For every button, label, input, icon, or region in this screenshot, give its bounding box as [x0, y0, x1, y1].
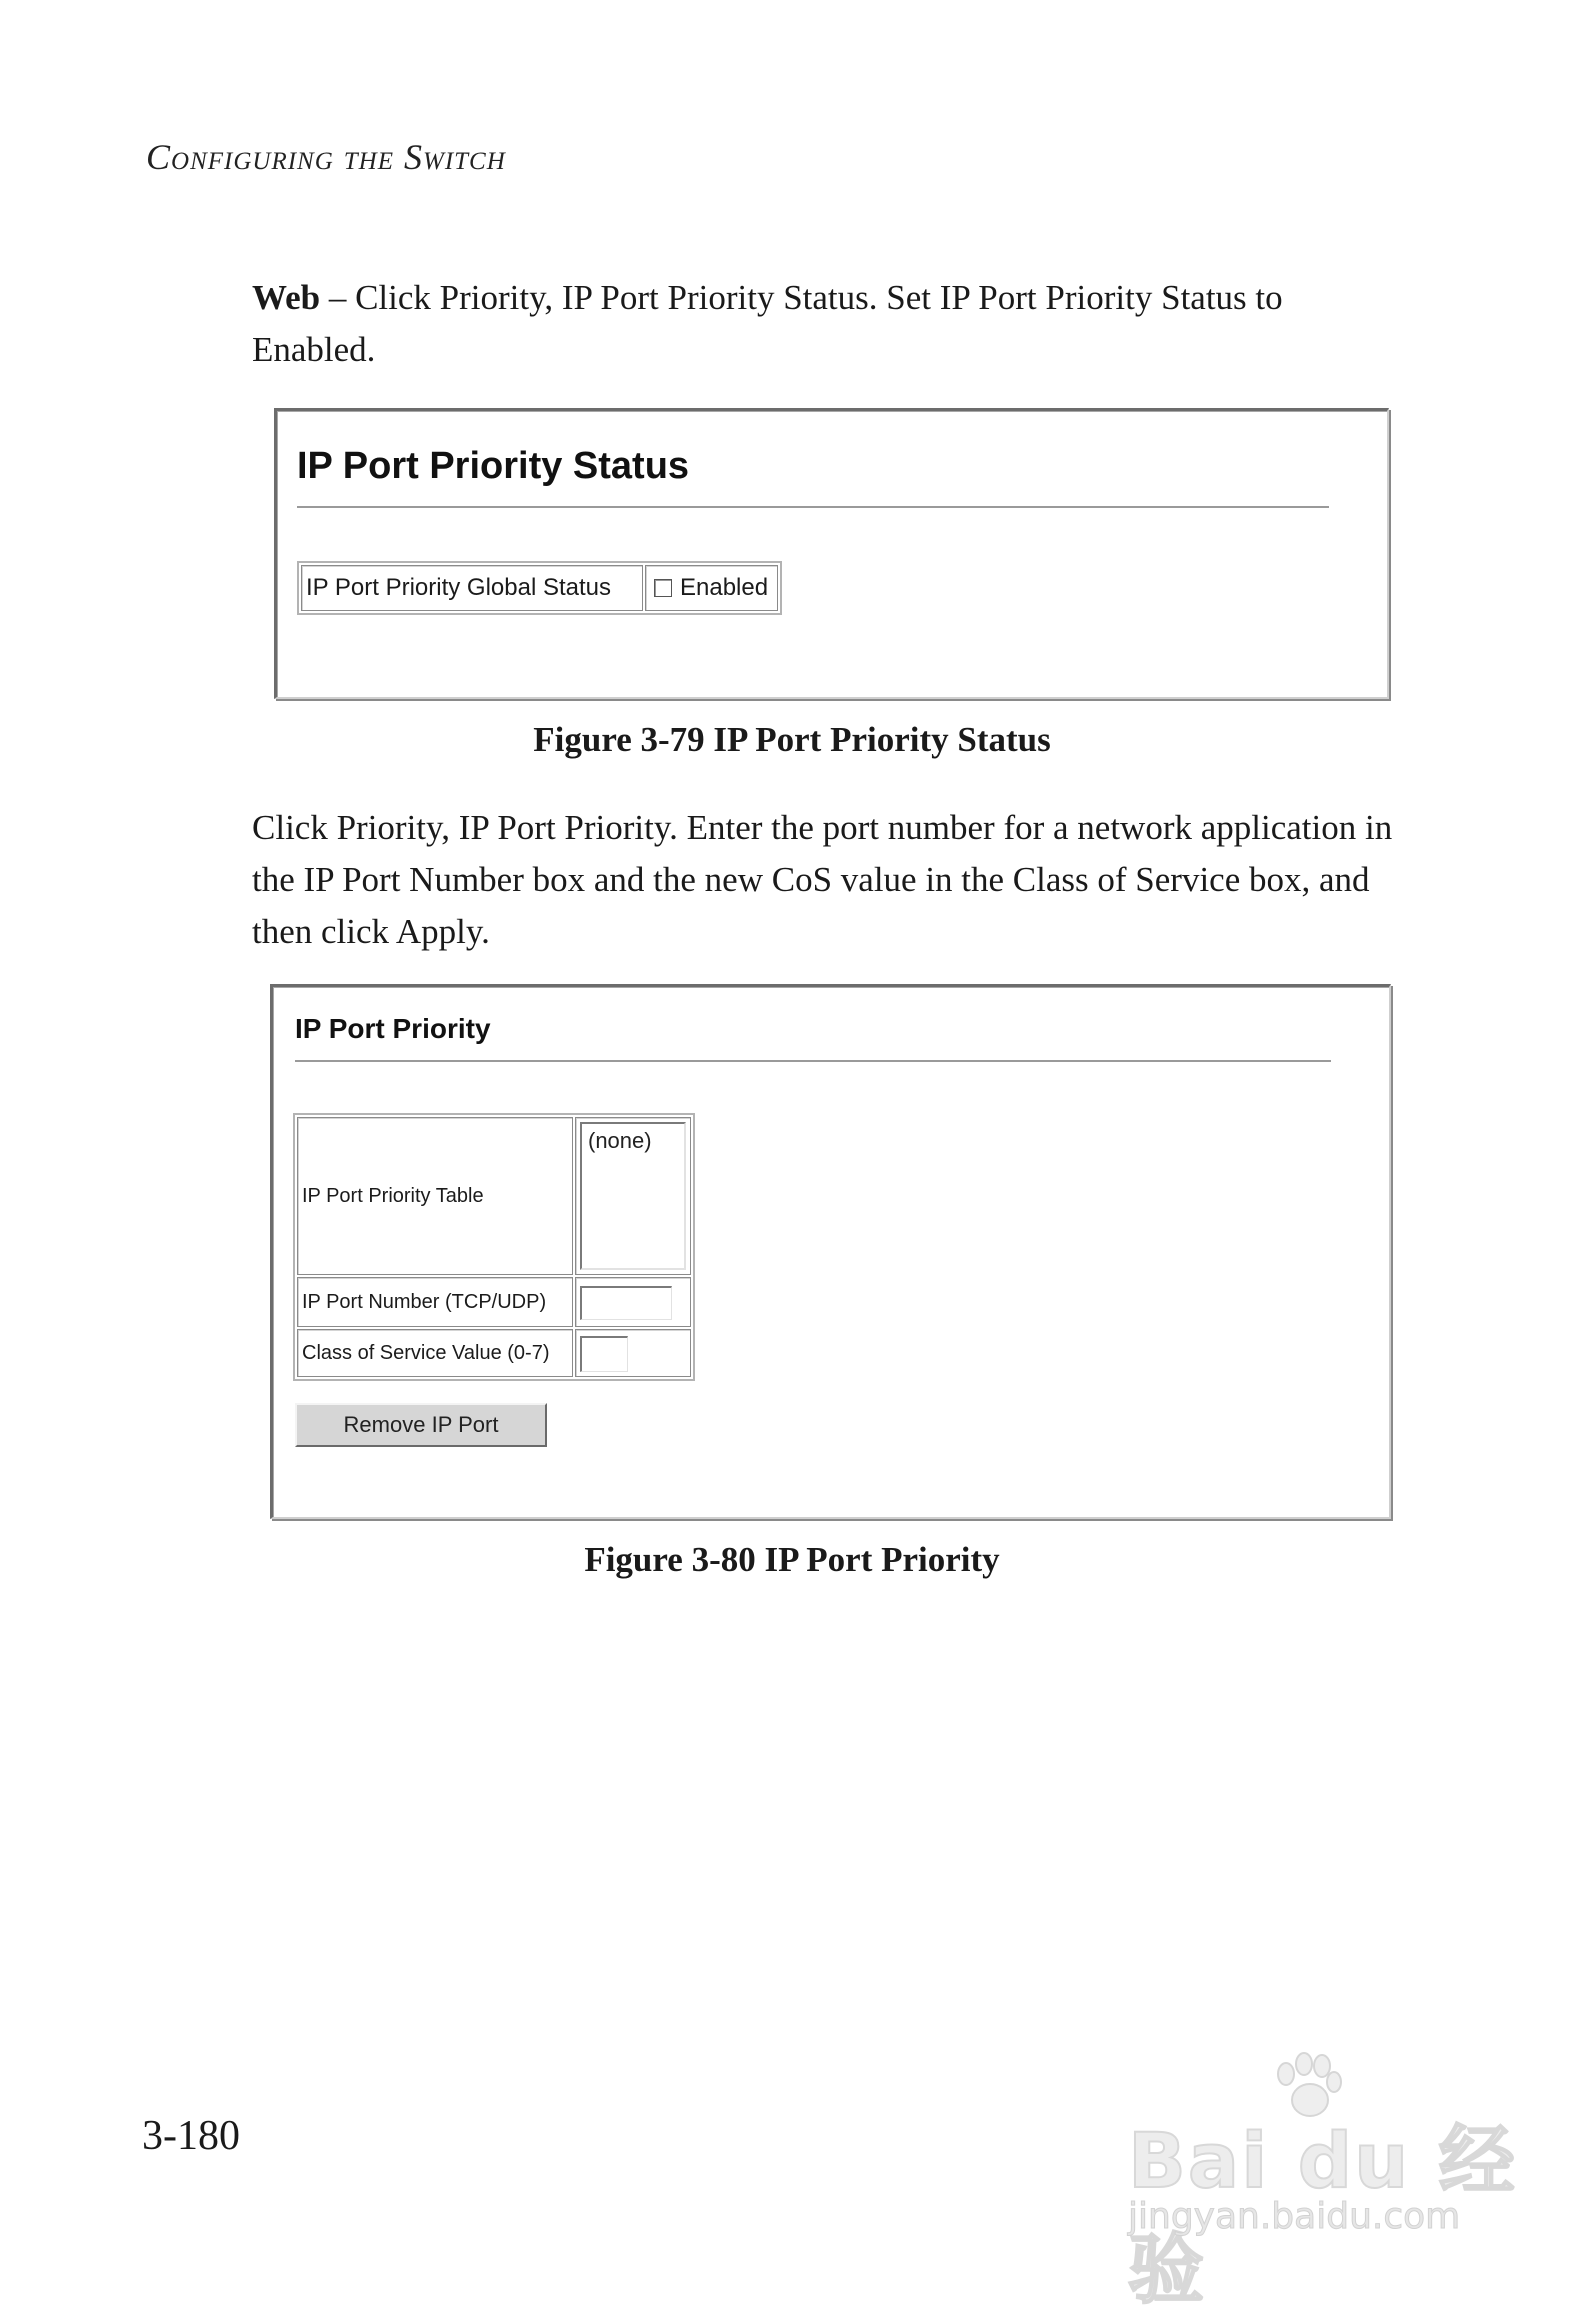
global-status-value-cell	[645, 565, 778, 611]
watermark-brand: Bai du 经验	[1128, 2116, 1517, 2314]
enabled-checkbox[interactable]	[654, 579, 672, 597]
page-number: 3-180	[142, 2113, 240, 2159]
cos-value-label-cell	[297, 1329, 573, 1377]
cos-value-label: Class of Service Value (0-7)	[302, 1341, 550, 1364]
global-status-label: IP Port Priority Global Status	[306, 574, 612, 601]
running-header: Configuring the Switch	[146, 137, 506, 177]
ip-port-priority-table-value-cell	[575, 1117, 691, 1275]
figure-80-window-title: IP Port Priority	[295, 1013, 491, 1044]
ip-port-number-label: IP Port Number (TCP/UDP)	[302, 1290, 547, 1313]
middle-paragraph: Click Priority, IP Port Priority. Enter the port number for a network application in the IP Port Number box and the new CoS value in the Class of Service box, and then click Apply.	[252, 808, 1393, 951]
intro-lead-label: Web	[252, 278, 321, 317]
ip-port-priority-table-label-cell	[297, 1117, 573, 1275]
intro-lead-text: – Click Priority, IP Port Priority Status. Set IP Port Priority Status to Enabled.	[252, 278, 1283, 369]
watermark-url: jingyan.baidu.com	[1128, 2196, 1461, 2237]
figure-80-title-rule	[295, 1060, 1331, 1063]
figure-79-title-rule	[297, 506, 1329, 509]
remove-ip-port-button[interactable]: Remove IP Port	[295, 1403, 547, 1447]
figure-79-window-title: IP Port Priority Status	[297, 445, 690, 487]
figure-80-caption: Figure 3-80 IP Port Priority	[584, 1540, 1000, 1579]
figure-79-window	[274, 408, 1389, 699]
cos-value-input[interactable]	[580, 1336, 628, 1372]
enabled-checkbox-label: Enabled	[680, 574, 769, 601]
cos-value-value-cell	[575, 1329, 691, 1377]
global-status-label-cell	[301, 565, 643, 611]
figure-79-caption: Figure 3-79 IP Port Priority Status	[533, 720, 1051, 759]
intro-paragraph	[252, 272, 1402, 376]
ip-port-priority-table-label: IP Port Priority Table	[302, 1184, 484, 1207]
figure-80-window	[270, 984, 1391, 1519]
ip-port-priority-listbox[interactable]	[580, 1122, 686, 1270]
ip-port-number-label-cell	[297, 1277, 573, 1327]
listbox-item[interactable]: (none)	[588, 1128, 652, 1153]
ip-port-number-input[interactable]	[580, 1286, 672, 1320]
ip-port-number-value-cell	[575, 1277, 691, 1327]
